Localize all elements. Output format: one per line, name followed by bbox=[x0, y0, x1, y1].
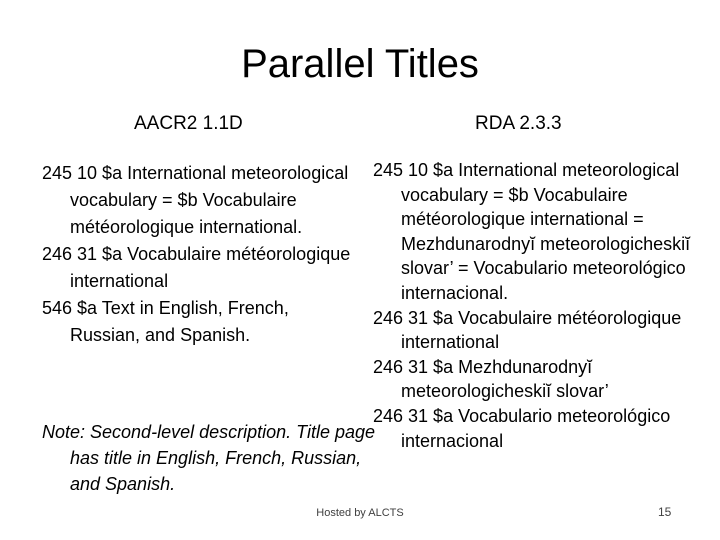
marc-field-246: 246 31 $a Vocabulaire météorologique international bbox=[373, 307, 682, 353]
marc-field-546: 546 $a Text in English, French, Russian, and Spanish. bbox=[42, 298, 289, 345]
left-column-heading: AACR2 1.1D bbox=[134, 113, 243, 134]
description-note: Note: Second-level description. Title page has title in English, French, Russian, and Spanish. bbox=[42, 422, 376, 494]
page-number: 15 bbox=[658, 505, 672, 519]
marc-field-246: 246 31 $a Vocabulaire météorologique international bbox=[42, 244, 351, 291]
marc-field-246: 246 31 $a Mezhdunarodnyĭ meteorologicheskiĭ slovar’ bbox=[373, 356, 609, 402]
right-column-heading: RDA 2.3.3 bbox=[475, 113, 562, 134]
rda-column bbox=[373, 158, 703, 453]
marc-field-246: 246 31 $a Vocabulario meteorológico internacional bbox=[373, 405, 671, 451]
slide-title: Parallel Titles bbox=[241, 42, 479, 86]
footer-host: Hosted by ALCTS bbox=[316, 507, 404, 519]
marc-field-245: 245 10 $a International meteorological vocabulary = $b Vocabulaire météorologique international = Mezhdunarodnyĭ meteorologicheskiĭ slovar’ = Vocabulario meteorológico internacional. bbox=[373, 160, 691, 303]
marc-field-245: 245 10 $a International meteorological vocabulary = $b Vocabulaire météorologique international. bbox=[42, 163, 349, 237]
aacr2-column bbox=[42, 160, 357, 349]
